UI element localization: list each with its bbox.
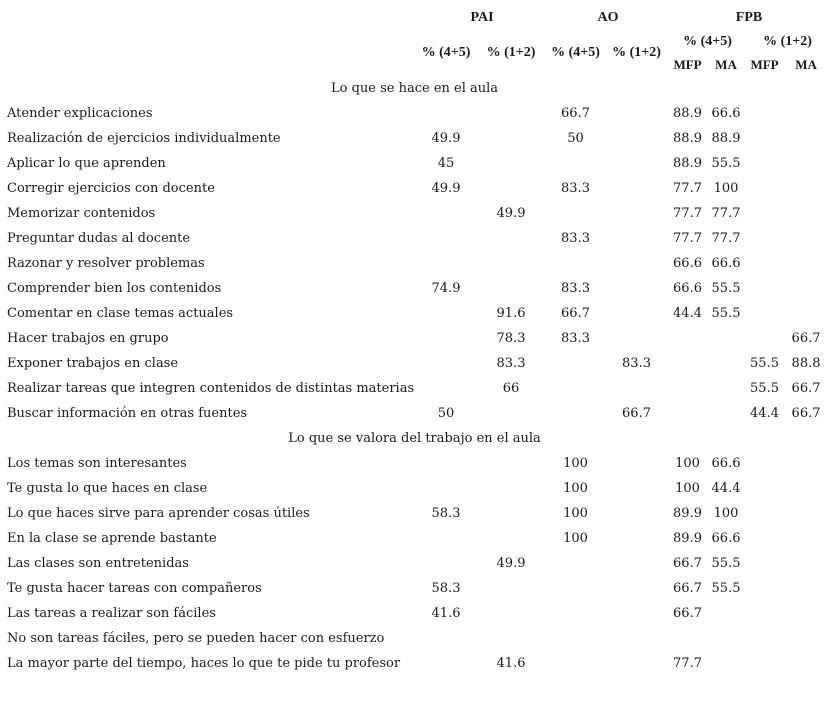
cell-fpb-12-mfp <box>746 126 783 151</box>
row-label: Preguntar dudas al docente <box>7 231 191 246</box>
row-label: Lo que haces sirve para aprender cosas útiles <box>7 506 310 521</box>
section-title: Lo que se valora del trabajo en el aula <box>288 431 541 446</box>
cell-fpb-12-mfp <box>746 476 783 501</box>
cell-pai-12: 41.6 <box>496 656 526 671</box>
cell-ao-45 <box>547 251 604 276</box>
cell-fpb-45-ma <box>706 626 746 651</box>
cell-fpb-12-ma <box>783 176 829 201</box>
cell-ao-12 <box>604 501 669 526</box>
cell-fpb-12-ma <box>783 601 829 626</box>
cell-ao-45: 100 <box>563 456 588 471</box>
row-label: Razonar y resolver problemas <box>7 256 205 271</box>
cell-pai-45: 49.9 <box>431 181 461 196</box>
table-row <box>0 576 829 601</box>
cell-pai-12: 83.3 <box>496 356 526 371</box>
cell-fpb-45-mfp: 77.7 <box>673 181 702 196</box>
table-row <box>0 651 829 676</box>
table-row <box>0 101 829 126</box>
cell-fpb-12-mfp <box>746 651 783 676</box>
cell-pai-12 <box>475 151 547 176</box>
cell-pai-12 <box>475 251 547 276</box>
cell-fpb-12-ma <box>783 151 829 176</box>
table-row <box>0 551 829 576</box>
cell-fpb-45-ma: 66.6 <box>711 256 741 271</box>
cell-fpb-12-mfp <box>746 626 783 651</box>
cell-pai-12: 66 <box>502 381 520 396</box>
column-header-fpb-12: % (1+2) <box>763 34 812 49</box>
cell-fpb-12-ma <box>783 276 829 301</box>
cell-fpb-12-ma <box>783 551 829 576</box>
cell-pai-12 <box>475 401 547 426</box>
row-label: Los temas son interesantes <box>7 456 187 471</box>
cell-pai-12 <box>475 626 547 651</box>
cell-fpb-12-ma <box>783 451 829 476</box>
cell-fpb-45-mfp: 77.7 <box>673 656 702 671</box>
cell-pai-45 <box>417 651 475 676</box>
section-header-row <box>0 426 829 451</box>
cell-ao-45: 100 <box>563 531 588 546</box>
cell-fpb-12-ma: 66.7 <box>791 381 821 396</box>
table-row <box>0 501 829 526</box>
cell-fpb-12-mfp <box>746 551 783 576</box>
cell-fpb-45-mfp <box>669 626 706 651</box>
cell-ao-12 <box>604 151 669 176</box>
cell-ao-12 <box>604 301 669 326</box>
group-header-pai: PAI <box>470 10 494 25</box>
cell-fpb-45-mfp <box>669 326 706 351</box>
cell-pai-45 <box>417 451 475 476</box>
cell-ao-45: 83.3 <box>561 281 590 296</box>
group-header-ao: AO <box>597 10 619 25</box>
cell-fpb-12-mfp: 44.4 <box>750 406 779 421</box>
cell-fpb-12-mfp <box>746 176 783 201</box>
cell-fpb-45-ma <box>706 351 746 376</box>
cell-fpb-45-ma <box>706 601 746 626</box>
cell-ao-12: 83.3 <box>622 356 651 371</box>
cell-pai-12 <box>475 501 547 526</box>
row-label: Comprender bien los contenidos <box>7 281 222 296</box>
cell-fpb-45-mfp: 77.7 <box>673 206 702 221</box>
cell-ao-12 <box>604 276 669 301</box>
table-row <box>0 126 829 151</box>
table-header <box>0 6 829 76</box>
cell-fpb-45-mfp: 66.7 <box>673 581 702 596</box>
cell-fpb-12-mfp <box>746 276 783 301</box>
cell-pai-45: 58.3 <box>431 581 461 596</box>
cell-pai-45 <box>417 626 475 651</box>
table-row <box>0 276 829 301</box>
cell-fpb-45-mfp: 66.6 <box>673 281 702 296</box>
cell-pai-12 <box>475 476 547 501</box>
cell-pai-12 <box>475 451 547 476</box>
table-row <box>0 201 829 226</box>
cell-fpb-12-ma <box>783 651 829 676</box>
cell-ao-45 <box>547 576 604 601</box>
cell-fpb-12-ma <box>783 251 829 276</box>
column-header-fpb-45-mfp: MFP <box>673 57 702 72</box>
cell-fpb-45-mfp: 66.6 <box>673 256 702 271</box>
header-empty-cell <box>0 30 417 76</box>
cell-fpb-45-mfp <box>669 376 706 401</box>
table-row <box>0 301 829 326</box>
row-label: Te gusta hacer tareas con compañeros <box>7 581 262 596</box>
cell-fpb-45-mfp: 89.9 <box>673 506 702 521</box>
cell-ao-45 <box>547 201 604 226</box>
column-header-pai-12: % (1+2) <box>486 45 536 60</box>
cell-ao-45 <box>547 651 604 676</box>
cell-fpb-45-mfp: 44.4 <box>673 306 702 321</box>
cell-fpb-12-ma: 66.7 <box>791 406 821 421</box>
cell-ao-12 <box>604 326 669 351</box>
cell-ao-45: 100 <box>563 481 588 496</box>
cell-fpb-12-ma: 66.7 <box>791 331 821 346</box>
cell-pai-45: 49.9 <box>431 131 461 146</box>
table-row <box>0 626 829 651</box>
cell-ao-12 <box>604 526 669 551</box>
cell-fpb-45-ma: 66.6 <box>711 106 741 121</box>
cell-ao-45 <box>547 151 604 176</box>
cell-ao-12 <box>604 551 669 576</box>
cell-fpb-45-ma <box>706 401 746 426</box>
cell-ao-12 <box>604 251 669 276</box>
cell-pai-45 <box>417 476 475 501</box>
table-row <box>0 151 829 176</box>
cell-pai-45 <box>417 101 475 126</box>
table-row <box>0 351 829 376</box>
cell-fpb-45-ma: 77.7 <box>711 231 741 246</box>
cell-fpb-45-mfp <box>669 351 706 376</box>
cell-fpb-12-mfp <box>746 226 783 251</box>
cell-fpb-12-mfp: 55.5 <box>750 381 779 396</box>
row-label: No son tareas fáciles, pero se pueden hacer con esfuerzo <box>7 631 385 646</box>
cell-ao-45: 83.3 <box>561 231 590 246</box>
cell-fpb-45-ma: 55.5 <box>711 581 741 596</box>
cell-pai-45 <box>417 226 475 251</box>
column-header-pai-45: % (4+5) <box>421 45 471 60</box>
cell-ao-12 <box>604 576 669 601</box>
cell-pai-45: 74.9 <box>431 281 461 296</box>
table-row <box>0 451 829 476</box>
cell-ao-45 <box>547 551 604 576</box>
header-empty-cell <box>0 6 417 30</box>
cell-pai-12 <box>475 226 547 251</box>
cell-pai-12 <box>475 126 547 151</box>
table-row <box>0 526 829 551</box>
row-label: Exponer trabajos en clase <box>7 356 179 371</box>
row-label: Realizar tareas que integren contenidos de distintas materias <box>7 381 415 396</box>
cell-fpb-12-mfp <box>746 251 783 276</box>
cell-pai-12: 49.9 <box>496 556 526 571</box>
cell-ao-12 <box>604 651 669 676</box>
cell-fpb-45-ma: 55.5 <box>711 556 741 571</box>
cell-fpb-12-mfp <box>746 301 783 326</box>
cell-ao-45 <box>547 401 604 426</box>
cell-pai-45 <box>417 301 475 326</box>
cell-ao-12 <box>604 176 669 201</box>
row-label: Aplicar lo que aprenden <box>7 156 166 171</box>
results-table <box>0 6 829 676</box>
cell-fpb-45-ma: 55.5 <box>711 306 741 321</box>
table-row <box>0 326 829 351</box>
cell-pai-45: 50 <box>437 406 455 421</box>
cell-pai-45 <box>417 351 475 376</box>
cell-ao-45: 83.3 <box>561 331 590 346</box>
table-row <box>0 401 829 426</box>
cell-fpb-45-mfp: 88.9 <box>673 106 702 121</box>
cell-fpb-12-ma <box>783 476 829 501</box>
cell-pai-45: 41.6 <box>431 606 461 621</box>
cell-fpb-12-mfp <box>746 601 783 626</box>
cell-fpb-45-mfp: 88.9 <box>673 156 702 171</box>
cell-pai-45: 45 <box>437 156 455 171</box>
cell-ao-12 <box>604 601 669 626</box>
cell-pai-45 <box>417 326 475 351</box>
cell-fpb-45-mfp: 66.7 <box>673 556 702 571</box>
row-label: Te gusta lo que haces en clase <box>7 481 208 496</box>
cell-ao-12 <box>604 201 669 226</box>
cell-fpb-45-ma: 66.6 <box>711 531 741 546</box>
cell-ao-12 <box>604 101 669 126</box>
cell-fpb-45-mfp: 100 <box>675 481 700 496</box>
cell-fpb-12-mfp: 55.5 <box>750 356 779 371</box>
cell-ao-45: 100 <box>563 506 588 521</box>
section-title: Lo que se hace en el aula <box>330 81 499 96</box>
row-label: Las clases son entretenidas <box>7 556 189 571</box>
cell-pai-12 <box>475 101 547 126</box>
cell-fpb-12-ma <box>783 126 829 151</box>
cell-pai-12 <box>475 576 547 601</box>
table-row <box>0 226 829 251</box>
cell-ao-12 <box>604 226 669 251</box>
cell-fpb-12-mfp <box>746 326 783 351</box>
cell-fpb-12-mfp <box>746 576 783 601</box>
cell-fpb-45-ma <box>706 376 746 401</box>
cell-pai-12 <box>475 526 547 551</box>
row-label: Buscar información en otras fuentes <box>7 406 248 421</box>
cell-fpb-12-mfp <box>746 151 783 176</box>
cell-fpb-12-ma <box>783 501 829 526</box>
row-label: Atender explicaciones <box>7 106 153 121</box>
row-label: Memorizar contenidos <box>7 206 156 221</box>
column-header-fpb-12-ma: MA <box>795 57 817 72</box>
cell-pai-12 <box>475 276 547 301</box>
row-label: Hacer trabajos en grupo <box>7 331 169 346</box>
cell-fpb-12-ma <box>783 626 829 651</box>
cell-ao-12 <box>604 376 669 401</box>
cell-fpb-45-mfp <box>669 401 706 426</box>
cell-pai-45 <box>417 526 475 551</box>
group-header-fpb: FPB <box>735 10 763 25</box>
row-label: Las tareas a realizar son fáciles <box>7 606 216 621</box>
cell-fpb-45-mfp: 66.7 <box>673 606 702 621</box>
column-header-fpb-45-ma: MA <box>715 57 737 72</box>
cell-fpb-45-mfp: 100 <box>675 456 700 471</box>
cell-pai-45 <box>417 551 475 576</box>
cell-ao-45 <box>547 626 604 651</box>
cell-ao-12 <box>604 626 669 651</box>
cell-pai-45 <box>417 376 475 401</box>
cell-ao-45: 50 <box>567 131 584 146</box>
cell-fpb-45-mfp: 88.9 <box>673 131 702 146</box>
cell-fpb-45-ma: 66.6 <box>711 456 741 471</box>
cell-fpb-12-mfp <box>746 526 783 551</box>
cell-pai-45 <box>417 251 475 276</box>
cell-fpb-12-ma <box>783 576 829 601</box>
cell-fpb-12-ma <box>783 101 829 126</box>
row-label: Corregir ejercicios con docente <box>7 181 215 196</box>
cell-pai-12 <box>475 601 547 626</box>
cell-ao-45: 83.3 <box>561 181 590 196</box>
cell-ao-12 <box>604 126 669 151</box>
cell-fpb-45-mfp: 77.7 <box>673 231 702 246</box>
cell-ao-12 <box>604 451 669 476</box>
header-row-percent <box>0 30 829 54</box>
cell-ao-45: 66.7 <box>561 106 590 121</box>
cell-ao-45 <box>547 376 604 401</box>
table-body <box>0 76 829 676</box>
cell-fpb-12-mfp <box>746 201 783 226</box>
cell-fpb-45-ma: 44.4 <box>711 481 741 496</box>
column-header-fpb-12-mfp: MFP <box>750 57 779 72</box>
cell-fpb-45-ma: 55.5 <box>711 156 741 171</box>
cell-ao-45: 66.7 <box>561 306 590 321</box>
cell-fpb-45-ma: 100 <box>713 506 739 521</box>
row-label: La mayor parte del tiempo, haces lo que te pide tu profesor <box>7 656 401 671</box>
cell-pai-12 <box>475 176 547 201</box>
cell-ao-45 <box>547 351 604 376</box>
cell-fpb-45-ma: 77.7 <box>711 206 741 221</box>
row-label: Realización de ejercicios individualmente <box>7 131 281 146</box>
table-row <box>0 251 829 276</box>
cell-fpb-45-ma: 55.5 <box>711 281 741 296</box>
cell-fpb-45-ma: 100 <box>713 181 739 196</box>
cell-fpb-12-ma <box>783 526 829 551</box>
cell-fpb-12-ma <box>783 226 829 251</box>
row-label: En la clase se aprende bastante <box>7 531 217 546</box>
cell-pai-12: 91.6 <box>496 306 526 321</box>
table-row <box>0 601 829 626</box>
table-row <box>0 376 829 401</box>
cell-pai-12: 49.9 <box>496 206 526 221</box>
cell-pai-45: 58.3 <box>431 506 461 521</box>
cell-fpb-12-ma: 88.8 <box>791 356 821 371</box>
column-header-fpb-45: % (4+5) <box>683 34 732 49</box>
header-row-groups <box>0 6 829 30</box>
row-label: Comentar en clase temas actuales <box>7 306 234 321</box>
cell-fpb-12-ma <box>783 201 829 226</box>
cell-pai-12: 78.3 <box>496 331 526 346</box>
cell-fpb-12-mfp <box>746 451 783 476</box>
column-header-ao-45: % (4+5) <box>551 45 600 60</box>
cell-fpb-45-ma <box>706 326 746 351</box>
cell-pai-45 <box>417 201 475 226</box>
cell-fpb-45-ma <box>706 651 746 676</box>
column-header-ao-12: % (1+2) <box>612 45 661 60</box>
cell-ao-45 <box>547 601 604 626</box>
cell-ao-12: 66.7 <box>622 406 651 421</box>
cell-ao-12 <box>604 476 669 501</box>
table-row <box>0 176 829 201</box>
cell-fpb-12-mfp <box>746 501 783 526</box>
cell-fpb-12-mfp <box>746 101 783 126</box>
cell-fpb-12-ma <box>783 301 829 326</box>
cell-fpb-45-ma: 88.9 <box>711 131 741 146</box>
cell-fpb-45-mfp: 89.9 <box>673 531 702 546</box>
table-row <box>0 476 829 501</box>
section-header-row <box>0 76 829 101</box>
